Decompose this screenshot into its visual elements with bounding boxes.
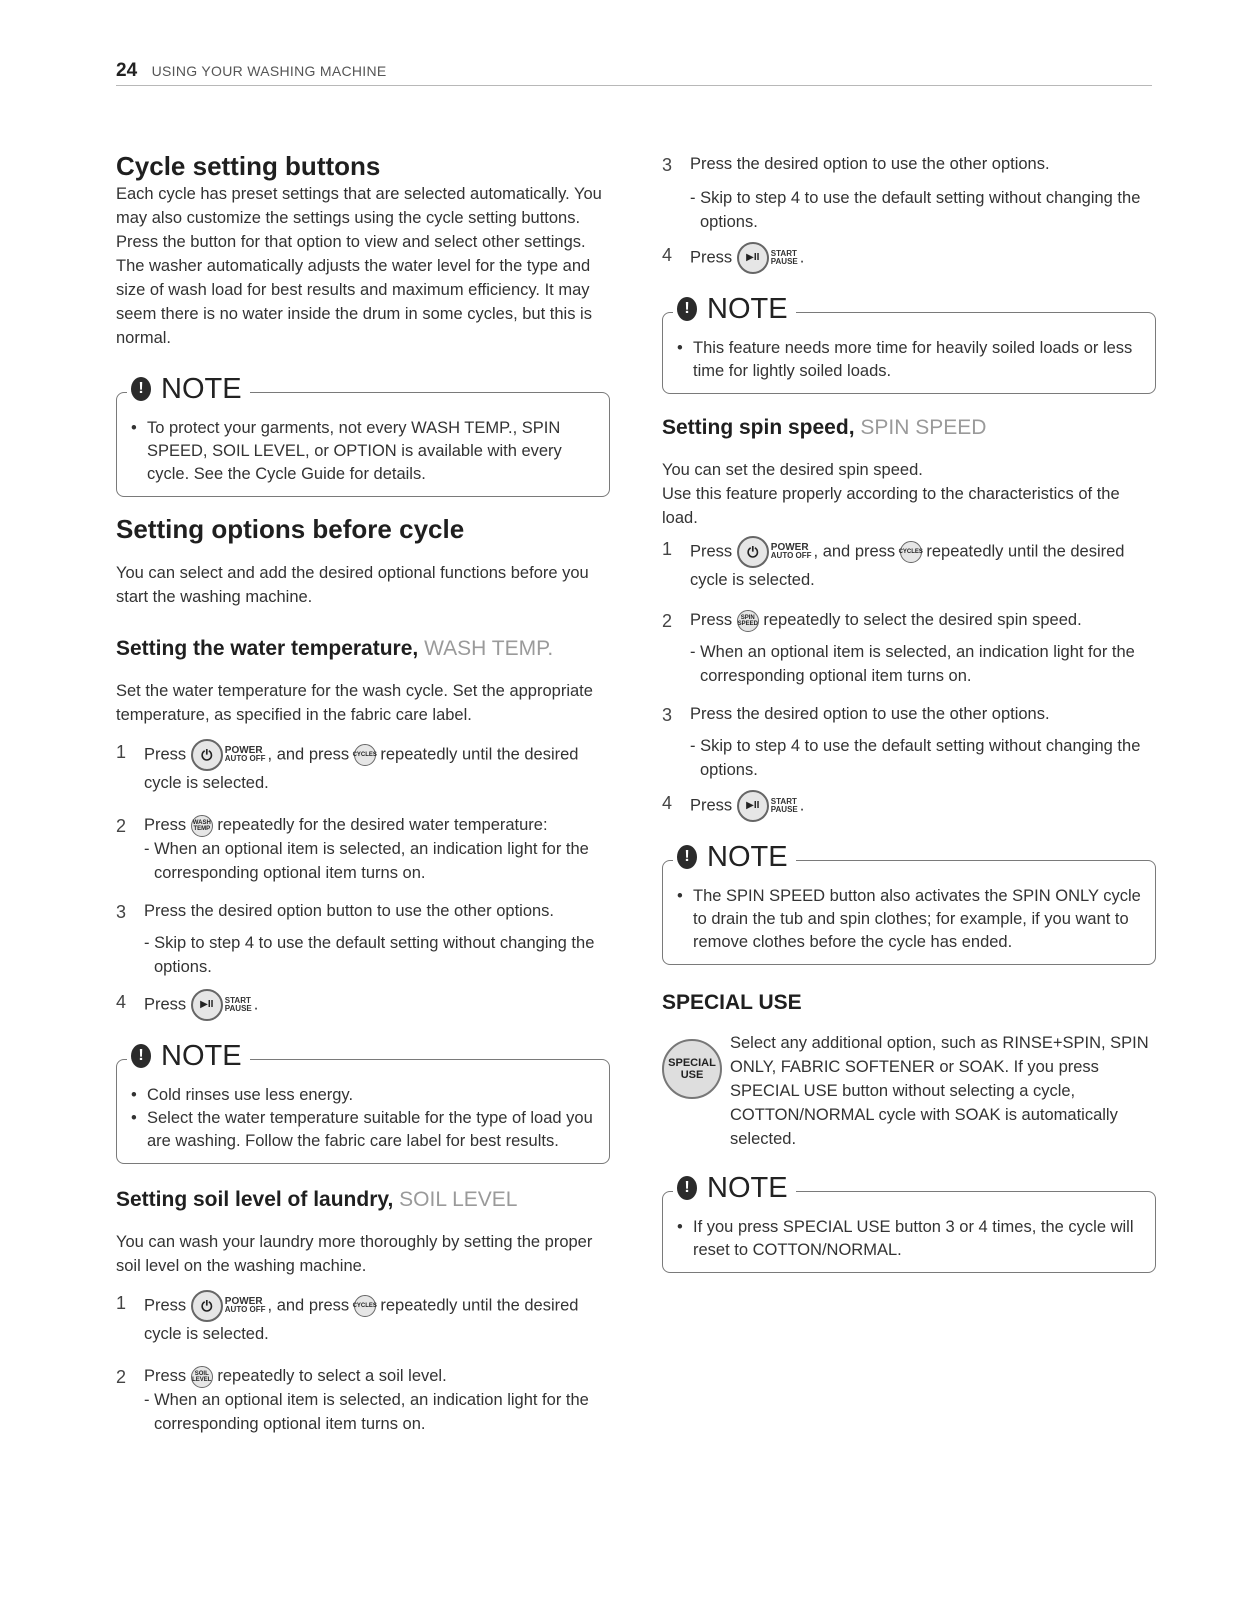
spin-speed-heading: [662, 414, 1156, 442]
step-number: 2: [662, 611, 673, 631]
step-number: 2: [116, 816, 127, 836]
note-box: [662, 1172, 1156, 1273]
note-label: NOTE: [707, 293, 788, 325]
cycle-setting-paragraph-1: Each cycle has preset settings that are selected automatically. You may also customize the settings using the cycle setting buttons. Press the button for that option to view and select other settings.: [116, 185, 602, 251]
water-temp-heading-text: Setting the water temperature,: [116, 637, 419, 660]
spin-speed-step-3-sub: - Skip to step 4 to use the default setting without changing the options.: [690, 737, 1141, 779]
water-temp-paragraph: Set the water temperature for the wash cycle. Set the appropriate temperature, as specified in the fabric care label.: [116, 682, 593, 724]
alert-icon: !: [131, 1044, 151, 1068]
start-pause-button-label: START PAUSE: [224, 996, 252, 1013]
step-period: .: [799, 248, 805, 267]
start-pause-button-label: START PAUSE: [770, 249, 798, 266]
cycles-button-icon: CYCLES: [354, 1295, 376, 1317]
start-pause-button-label: START PAUSE: [770, 797, 798, 814]
water-temp-step-3: [116, 899, 610, 923]
step-number: 2: [116, 1367, 127, 1387]
spin-speed-step-2-sub: - When an optional item is selected, an indication light for the corresponding optional item turns on.: [690, 643, 1135, 685]
alert-icon: !: [131, 377, 151, 401]
step-text: repeatedly to select a soil level.: [217, 1367, 447, 1385]
step-period: .: [253, 995, 259, 1014]
power-button-label: POWER AUTO OFF: [224, 745, 266, 763]
note-box: [116, 373, 610, 497]
step-text: Press the desired option button to use the other options.: [144, 902, 555, 920]
soil-level-step-2-sub: - When an optional item is selected, an indication light for the corresponding optional item turns on.: [144, 1391, 589, 1433]
press-label: Press: [144, 816, 187, 834]
special-use-button-label-1: SPECIAL: [668, 1057, 716, 1069]
note-bullet: • Cold rinses use less energy.: [129, 1084, 597, 1107]
spin-speed-step-3: [662, 702, 1156, 726]
wash-temp-button-icon: WASH TEMP: [191, 815, 213, 837]
step-number: 4: [116, 992, 127, 1012]
note-bullet: • To protect your garments, not every WASH TEMP., SPIN SPEED, SOIL LEVEL, or OPTION is available with every cycle. See the Cycle Guide for details.: [129, 417, 597, 486]
note-bullet: • Select the water temperature suitable for the type of load you are washing. Follow the fabric care label for best results.: [129, 1107, 597, 1153]
note-title: [127, 373, 250, 405]
special-use-heading: SPECIAL USE: [662, 991, 802, 1014]
spin-speed-paragraph-2: Use this feature properly according to the characteristics of the load.: [662, 485, 1120, 527]
step-period: .: [799, 796, 805, 815]
step-text: repeatedly for the desired water temperature:: [217, 816, 548, 834]
spin-speed-button-icon: SPIN SPEED: [737, 610, 759, 632]
water-temp-heading: [116, 635, 610, 663]
step-number: 4: [662, 793, 673, 813]
press-label: Press: [144, 1296, 187, 1315]
step-text: , and press: [813, 542, 896, 561]
special-use-text: Select any additional option, such as RINSE+SPIN, SPIN ONLY, FABRIC SOFTENER or SOAK. If you press SPECIAL USE button without selecting a cycle, COTTON/NORMAL cycle with SOAK is automatically selected.: [730, 1034, 1149, 1148]
power-button-icon: ⏻: [737, 536, 769, 568]
press-label: Press: [144, 745, 187, 764]
special-use-button-icon: [662, 1039, 722, 1099]
special-use-block: [662, 1031, 1156, 1151]
soil-level-heading-accent: SOIL LEVEL: [399, 1188, 518, 1211]
cycle-setting-paragraph-2: The washer automatically adjusts the water level for the type and size of wash load for best results and maximum efficiency. It may seem there is no water inside the drum in some cycles, but this is normal.: [116, 257, 592, 347]
page-number: 24: [116, 60, 138, 81]
start-pause-button-icon: ▶II: [191, 989, 223, 1021]
note-label: NOTE: [707, 841, 788, 873]
note-bullet: • This feature needs more time for heavily soiled loads or less time for lightly soiled loads.: [675, 337, 1143, 383]
cycle-setting-heading: Cycle setting buttons: [116, 151, 381, 181]
note-title: [673, 1172, 796, 1204]
note-label: NOTE: [161, 373, 242, 405]
options-heading: Setting options before cycle: [116, 514, 465, 544]
spin-speed-step-1: [662, 536, 1156, 592]
note-box: [662, 841, 1156, 965]
press-label: Press: [144, 1367, 187, 1385]
page-header: [116, 60, 1152, 86]
note-label: NOTE: [707, 1172, 788, 1204]
step-number: 1: [116, 742, 127, 762]
step-number: 3: [662, 705, 673, 725]
alert-icon: !: [677, 297, 697, 321]
soil-level-paragraph: You can wash your laundry more thoroughly by setting the proper soil level on the washing machine.: [116, 1233, 593, 1275]
start-pause-button-icon: ▶II: [737, 790, 769, 822]
note-label: NOTE: [161, 1040, 242, 1072]
soil-level-heading: [116, 1186, 610, 1214]
step-text: , and press: [267, 745, 350, 764]
spin-speed-heading-text: Setting spin speed,: [662, 416, 855, 439]
soil-level-button-icon: SOIL LEVEL: [191, 1366, 213, 1388]
note-bullet: • If you press SPECIAL USE button 3 or 4 times, the cycle will reset to COTTON/NORMAL.: [675, 1216, 1143, 1262]
note-bullet: • The SPIN SPEED button also activates the SPIN ONLY cycle to drain the tub and spin clothes; for example, if you want to remove clothes before the cycle has ended.: [675, 885, 1143, 954]
step-number: 3: [116, 902, 127, 922]
press-label: Press: [144, 995, 187, 1014]
options-paragraph: You can select and add the desired optional functions before you start the washing machine.: [116, 564, 589, 606]
power-button-label: POWER AUTO OFF: [224, 1296, 266, 1314]
press-label: Press: [690, 248, 733, 267]
water-temp-step-3-sub: - Skip to step 4 to use the default setting without changing the options.: [144, 934, 595, 976]
spin-speed-paragraph-1: You can set the desired spin speed.: [662, 461, 923, 479]
soil-level-step-4: [662, 242, 1156, 274]
step-number: 4: [662, 245, 673, 265]
press-label: Press: [690, 542, 733, 561]
step-number: 3: [662, 155, 673, 175]
soil-level-step-2: [116, 1364, 610, 1388]
note-title: [127, 1040, 250, 1072]
soil-level-heading-text: Setting soil level of laundry,: [116, 1188, 394, 1211]
note-box: [662, 293, 1156, 394]
special-use-button-label-2: USE: [680, 1069, 704, 1081]
cycles-button-icon: CYCLES: [900, 541, 922, 563]
spin-speed-heading-accent: SPIN SPEED: [860, 416, 987, 439]
cycles-button-icon: CYCLES: [354, 744, 376, 766]
step-number: 1: [116, 1293, 127, 1313]
soil-level-step-1: [116, 1290, 610, 1346]
soil-level-step-3: [662, 152, 1156, 176]
water-temp-step-1: [116, 739, 610, 795]
press-label: Press: [690, 796, 733, 815]
alert-icon: !: [677, 1176, 697, 1200]
water-temp-step-2-sub: - When an optional item is selected, an indication light for the corresponding optional item turns on.: [144, 840, 589, 882]
power-button-icon: ⏻: [191, 1290, 223, 1322]
water-temp-heading-accent: WASH TEMP.: [424, 637, 554, 660]
soil-level-step-3-sub: - Skip to step 4 to use the default setting without changing the options.: [690, 189, 1141, 231]
water-temp-step-2: [116, 813, 610, 837]
spin-speed-step-4: [662, 790, 1156, 822]
note-box: [116, 1040, 610, 1164]
step-text: repeatedly until the desired cycle is selected.: [144, 745, 579, 792]
note-title: [673, 841, 796, 873]
power-button-label: POWER AUTO OFF: [770, 542, 812, 560]
note-title: [673, 293, 796, 325]
step-text: repeatedly to select the desired spin speed.: [763, 611, 1082, 629]
water-temp-step-4: [116, 989, 610, 1021]
step-number: 1: [662, 539, 673, 559]
step-text: repeatedly until the desired cycle is selected.: [690, 542, 1125, 589]
right-column: [662, 152, 1156, 1273]
press-label: Press: [690, 611, 733, 629]
step-text: Press the desired option to use the other options.: [690, 155, 1050, 173]
step-text: repeatedly until the desired cycle is selected.: [144, 1296, 579, 1343]
start-pause-button-icon: ▶II: [737, 242, 769, 274]
step-text: , and press: [267, 1296, 350, 1315]
step-text: Press the desired option to use the other options.: [690, 705, 1050, 723]
left-column: [116, 150, 610, 1436]
power-button-icon: ⏻: [191, 739, 223, 771]
page-section-title: USING YOUR WASHING MACHINE: [151, 63, 387, 79]
spin-speed-step-2: [662, 608, 1156, 632]
alert-icon: !: [677, 845, 697, 869]
